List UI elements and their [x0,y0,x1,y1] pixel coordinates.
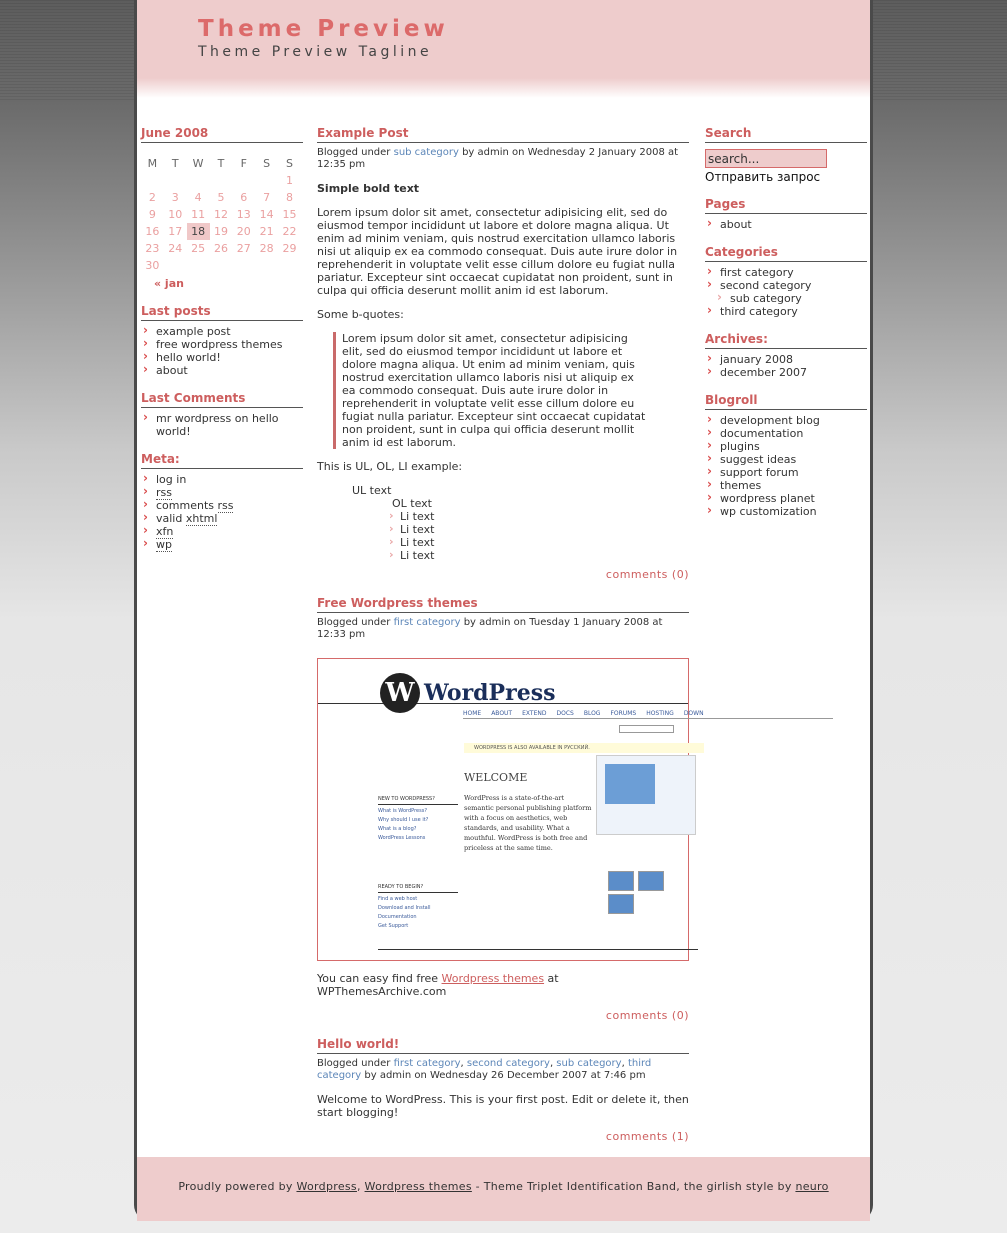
last-post-item[interactable]: › free wordpress themes [141,338,303,351]
pages-title: Pages [705,197,867,214]
last-posts-list [141,325,303,377]
post-meta: Blogged under first category, second category, sub category, third category by admin on Wednesday 26 December 2007 at 7:46 pm [317,1058,652,1081]
last-post-item[interactable]: › example post [141,325,303,338]
calendar-day: 9 [148,208,156,221]
wordpress-logo [380,673,555,713]
calendar-day: 5 [217,191,225,204]
calendar-empty-cell [255,172,278,189]
screenshot-thumbnails [608,871,688,917]
left-sidebar [141,126,303,565]
calendar-day: 11 [191,208,206,221]
calendar-empty-cell [255,257,278,274]
search-input[interactable] [705,149,827,168]
calendar-day: 30 [145,259,160,272]
archive-item[interactable]: › january 2008 [705,353,867,366]
wordpress-wordmark: WordPress [424,680,556,706]
screenshot-search-box [619,725,674,733]
calendar-day: 4 [194,191,202,204]
calendar-empty-cell [141,172,164,189]
calendar-weekday: F [240,157,247,170]
calendar-week [141,223,301,240]
calendar-weekday: T [171,157,179,170]
calendar-week [141,172,301,189]
screenshot-nav: HOME ABOUT EXTEND DOCS BLOG FORUMS HOSTING DOWN [463,710,704,717]
calendar-empty-cell [164,172,187,189]
calendar-empty-cell [210,172,233,189]
calendar-day: 2 [148,191,156,204]
calendar-day: 7 [263,191,271,204]
footer-themes-link[interactable]: Wordpress themes [364,1180,472,1193]
blogroll-widget [705,393,867,518]
ul-text: UL text [352,484,392,497]
calendar-day: 19 [213,225,228,238]
meta-comments-rss-link[interactable]: › comments rss [141,499,303,512]
calendar-day: 23 [145,242,160,255]
calendar-empty-cell [232,257,255,274]
calendar-day: 20 [236,225,251,238]
calendar-table [141,155,301,274]
calendar-day: 21 [259,225,274,238]
last-posts-widget [141,304,303,377]
last-comment-item[interactable]: › mr wordpress on hello world! [141,412,303,438]
category-item[interactable]: › first category [705,266,867,279]
blockquote: Lorem ipsum dolor sit amet, consectetur adipisicing elit, sed do eiusmod tempor incididunt ut labore et dolore magna aliqua. Ut enim ad minim veniam, quis nostrud exercitation ullamco laboris nisi ut aliquip ex ea commodo consequat. Duis aute irure dolor in reprehenderit in voluptate velit esse cillum dolore eu fugiat nulla pariatur. Excepteur sint occaecat cupidatat non proident, sunt in culpa qui officia deserunt mollit anim id est laborum. [333,332,648,449]
blogroll-item[interactable]: › wordpress planet [705,492,867,505]
calendar-weekday: W [192,157,204,170]
post-meta: Blogged under first category by admin on Tuesday 1 January 2008 at 12:33 pm [317,617,663,640]
category-link[interactable]: first category [393,1058,461,1069]
calendar-day: 26 [213,242,228,255]
calendar-weekday: S [286,157,294,170]
wordpress-screenshot-image[interactable] [317,658,704,961]
last-post-item[interactable]: › about [141,364,303,377]
meta-title: Meta: [141,452,303,469]
meta-widget [141,452,303,551]
post-title[interactable]: Example Post [317,126,689,143]
bquotes-intro: Some b-quotes: [317,308,404,321]
archive-item[interactable]: › december 2007 [705,366,867,379]
last-comments-title: Last Comments [141,391,303,408]
last-post-item[interactable]: › hello world! [141,351,303,364]
calendar-day: 17 [168,225,183,238]
footer-text: - Theme Triplet Identification Band, the girlish style by [471,1180,796,1193]
pages-widget [705,197,867,231]
calendar-widget [141,126,303,290]
calendar-day: 10 [168,208,183,221]
category-item[interactable]: › third category [705,305,867,318]
screenshot-sidebar: NEW TO WORDPRESS? What is WordPress? Why should I use it? What is a blog? WordPress Lessons READY TO BEGIN? Find a web host Download and Install Documentation Get Support [378,795,458,931]
screenshot-theme-preview [596,755,696,835]
calendar-week [141,206,301,223]
divider [463,718,833,719]
category-link[interactable]: third category [317,1058,652,1081]
blogroll-title: Blogroll [705,393,867,410]
site-footer: Proudly powered by Wordpress, Wordpress themes - Theme Triplet Identification Band, the girlish style by neuro [137,1157,870,1221]
search-widget [705,126,867,185]
calendar-day: 27 [236,242,251,255]
calendar-month: June 2008 [141,126,303,143]
calendar-day: 15 [282,208,297,221]
category-link[interactable]: sub category [556,1058,622,1069]
site-title[interactable]: Theme Preview [198,16,449,42]
li-item: › Li text [400,523,689,536]
post-paragraph: Lorem ipsum dolor sit amet, consectetur adipisicing elit, sed do eiusmod tempor incididunt ut labore et dolore magna aliqua. Ut enim ad minim veniam, quis nostrud exercitation ullamco laboris nisi ut aliquip ex ea commodo consequat. Duis aute irure dolor in reprehenderit in voluptate velit esse cillum dolore eu fugiat nulla pariatur. Excepteur sint occaecat cupidatat non proident, sunt in culpa qui officia deserunt mollit anim id est laborum. [317,206,678,297]
comments-link[interactable]: comments (1) [605,1130,689,1143]
screenshot-body: WordPress is a state-of-the-art semantic personal publishing platform with a focus on aesthetics, web standards, and usability. What a mouthful. WordPress is both free and priceless at the same time. [464,794,592,852]
calendar-day: 16 [145,225,160,238]
screenshot-language-notice: WORDPRESS IS ALSO AVAILABLE IN РУССКИЙ. [464,743,704,753]
blogroll-item[interactable]: › plugins [705,440,867,453]
calendar-weekday: T [217,157,225,170]
footer-author-link[interactable]: neuro [795,1180,829,1193]
calendar-day: 18 [187,223,210,240]
category-link[interactable]: second category [466,1058,550,1069]
page-container [134,0,873,1221]
post-example [317,126,689,581]
calendar-day: 25 [191,242,206,255]
archives-title: Archives: [705,332,867,349]
post-meta: Blogged under sub category by admin on Wednesday 2 January 2008 at 12:35 pm [317,147,679,170]
comments-link[interactable]: comments (0) [605,568,689,581]
calendar-empty-cell [278,257,301,274]
category-link[interactable]: sub category [393,147,459,158]
page-link[interactable]: › about [705,218,867,231]
divider [378,949,698,950]
calendar-week [141,240,301,257]
post-content [317,972,689,998]
screenshot-welcome: WELCOME [464,771,528,784]
footer-text: Proudly powered by [178,1180,297,1193]
search-title: Search [705,126,867,143]
ol-text: OL text [392,497,432,510]
calendar-day: 6 [240,191,248,204]
calendar-empty-cell [187,257,210,274]
calendar-prev-link[interactable]: « jan [154,277,184,290]
calendar-empty-cell [187,172,210,189]
post-title[interactable]: Hello world! [317,1037,689,1054]
category-item[interactable]: › second category [705,279,867,292]
post-paragraph: Welcome to WordPress. This is your first post. Edit or delete it, then start blogging! [317,1093,689,1119]
meta-list [141,473,303,551]
pages-list [705,218,867,231]
wordpress-themes-link[interactable]: Wordpress themes [441,972,545,985]
categories-list [705,266,867,318]
calendar-week [141,257,301,274]
list-intro: This is UL, OL, LI example: [317,460,463,473]
calendar-day: 28 [259,242,274,255]
calendar-empty-cell [210,257,233,274]
calendar-day: 12 [213,208,228,221]
ul-example [352,484,689,562]
last-posts-title: Last posts [141,304,303,321]
blogroll-item[interactable]: › wp customization [705,505,867,518]
calendar-weekday: M [147,157,158,170]
category-link[interactable]: first category [393,617,461,628]
bold-text: Simple bold text [317,182,420,195]
li-item: › Li text [400,510,689,523]
main-content [317,126,704,1158]
post-free-themes [317,596,704,1022]
blogroll-item[interactable]: › documentation [705,427,867,440]
calendar-week [141,189,301,206]
calendar-day: 14 [259,208,274,221]
categories-title: Categories [705,245,867,262]
categories-widget [705,245,867,318]
subcategory-item[interactable]: › sub category [705,292,867,305]
wordpress-logo-icon: W [380,673,420,713]
meta-xfn-link[interactable]: › xfn [141,525,303,538]
calendar-day: 22 [282,225,297,238]
last-comments-widget [141,391,303,438]
meta-rss-link[interactable]: › rss [141,486,303,499]
post-hello-world [317,1037,689,1143]
site-tagline: Theme Preview Tagline [198,44,433,60]
archives-widget [705,332,867,379]
meta-wp-link[interactable]: › wp [141,538,303,551]
meta-valid-xhtml-link[interactable]: › valid xhtml [141,512,303,525]
post-content [317,182,689,562]
blogroll-item[interactable]: › suggest ideas [705,453,867,466]
site-header [137,0,870,98]
calendar-day: 3 [171,191,179,204]
blogroll-item[interactable]: › themes [705,479,867,492]
blogroll-item[interactable]: › development blog [705,414,867,427]
calendar-day: 1 [286,174,294,187]
archives-list [705,353,867,379]
blogroll-item[interactable]: › support forum [705,466,867,479]
meta-login-link[interactable]: › log in [141,473,303,486]
calendar-empty-cell [232,172,255,189]
footer-wordpress-link[interactable]: Wordpress [296,1180,357,1193]
blogroll-list [705,414,867,518]
last-comments-list [141,412,303,438]
li-item: › Li text [400,536,689,549]
calendar-day: 13 [236,208,251,221]
post-content [317,1093,689,1119]
comments-link[interactable]: comments (0) [605,1009,689,1022]
post-title[interactable]: Free Wordpress themes [317,596,689,613]
search-submit-button[interactable]: Отправить запрос [705,170,821,184]
post-paragraph: You can easy find free Wordpress themes at WPThemesArchive.com [317,972,559,998]
calendar-day: 29 [282,242,297,255]
calendar-weekday: S [263,157,271,170]
calendar-day: 24 [168,242,183,255]
calendar-day: 8 [286,191,294,204]
li-item: › Li text [400,549,689,562]
right-sidebar [705,126,867,532]
calendar-empty-cell [164,257,187,274]
